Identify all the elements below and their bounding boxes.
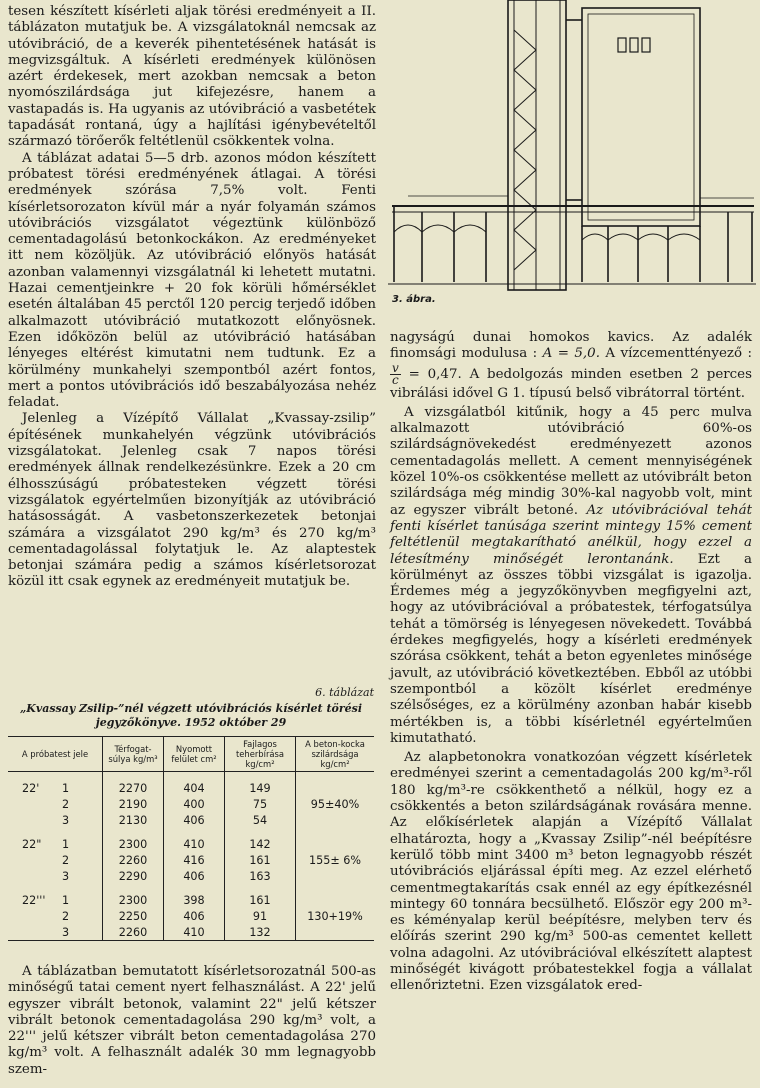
group-label: 22': [22, 781, 40, 795]
table-header-row: [8, 737, 374, 772]
spacer-cell: [164, 772, 225, 781]
specimen-id-cell: [8, 780, 103, 796]
strength-cell: [296, 924, 375, 941]
spacer-cell: [8, 772, 103, 781]
spacer-cell: [296, 828, 375, 836]
table-cell-ts: 2290: [103, 868, 164, 884]
header-cell: Nyomott felület cm²: [164, 737, 225, 772]
right-column: [390, 330, 752, 995]
specimen-number: 1: [62, 837, 70, 851]
table-row: [8, 868, 374, 884]
table-cell-ts: 2250: [103, 908, 164, 924]
text: A vízcementtényező :: [605, 346, 752, 362]
paragraph: [390, 330, 752, 402]
paragraph: [390, 405, 752, 747]
results-table: [8, 736, 374, 941]
strength-cell: [296, 892, 375, 908]
table-cell-ts: 2260: [103, 924, 164, 941]
specimen-id-cell: [8, 812, 103, 828]
specimen-id-cell: [8, 836, 103, 852]
specimen-number: 3: [62, 813, 70, 827]
strength-cell: 130+19%: [296, 908, 375, 924]
specimen-number: 3: [62, 869, 70, 883]
spacer-cell: [296, 772, 375, 781]
spacer-cell: [225, 884, 296, 892]
table-cell-ft: 149: [225, 780, 296, 796]
table-row: [8, 908, 374, 924]
table-cell-ft: 75: [225, 796, 296, 812]
specimen-number: 2: [62, 853, 70, 867]
table-cell-ft: 163: [225, 868, 296, 884]
text: Ezt a körülményt az összes többi vizsgálat is igazolja. Érdemes még a jegyzőkönyvben megfigyelni azt, hogy az utóvibrációval a próbatestek, térfogatsúlya tehát a tömörség is lényegesen növekedett. Továbbá érdekes megfigyelés, hogy a kísérleti eredmények szórása csökkent, tehát a beton egyenletes minősége javult, az utóvibráció következtében. Ebből az utóbbi szempontból a közölt kísérlet eredménye szélsőséges, ez a körülmény azonban habár kisebb mértékben is, a többi kísérletnél egyértelműen kimutatható.: [390, 551, 752, 746]
text: nagyságú dunai homokos kavics. Az adalék finomsági modulusa :: [390, 330, 752, 362]
specimen-number: 1: [62, 781, 70, 795]
fraction-numerator: v: [392, 360, 399, 375]
specimen-number: 3: [62, 925, 70, 939]
table-cell-nf: 404: [164, 780, 225, 796]
table-cell-ft: 132: [225, 924, 296, 941]
emphasized-text: Az utóvibrációval tehát fenti kísérlet tanúsága szerint mintegy 15% cement feltétlenül megtakarítható anélkül, hogy ezzel a létesítmény minőségét lerontanánk.: [390, 502, 752, 567]
table-cell-ts: 2300: [103, 892, 164, 908]
specimen-id-cell: [8, 892, 103, 908]
spacer-cell: [225, 772, 296, 781]
table-row: [8, 924, 374, 941]
text: A bedolgozás minden esetben 2 perces vibrálási idővel G 1. típusú belső vibrátorral történt.: [390, 366, 752, 401]
table-cell-ft: 142: [225, 836, 296, 852]
spacer-cell: [103, 772, 164, 781]
table-spacer-row: [8, 772, 374, 781]
strength-cell: [296, 836, 375, 852]
table-cell-ts: 2300: [103, 836, 164, 852]
header-cell: A beton-kocka szilárdsága kg/cm²: [296, 737, 375, 772]
specimen-id-cell: [8, 924, 103, 941]
strength-cell: 95±40%: [296, 796, 375, 812]
specimen-number: 2: [62, 909, 70, 923]
table-row: [8, 780, 374, 796]
table-row: [8, 836, 374, 852]
specimen-number: 2: [62, 797, 70, 811]
specimen-id-cell: [8, 852, 103, 868]
strength-cell: [296, 868, 375, 884]
table-cell-nf: 416: [164, 852, 225, 868]
table-row: [8, 812, 374, 828]
group-label: 22": [22, 837, 42, 851]
paragraph: tesen készített kísérleti aljak törési eredményeit a II. táblázaton mutatjuk be. A vizsgálatoknál nemcsak az utóvibráció, de a keverék pihentetésének hatását is megvizsgáltuk. A kísérleti eredmények különösen azért érdekesek, mert azokban nemcsak a beton nyomószilárdsága jut kifejezésre, hanem a vastapadás is. Ha ugyanis az utóvibráció a vasbetétek tapadását rontaná, úgy a hajlítási igénybevételtől származó törőerők feltétlenül csökkentek volna.: [8, 4, 376, 150]
table-row: [8, 892, 374, 908]
specimen-id-cell: [8, 908, 103, 924]
strength-cell: [296, 780, 375, 796]
table-row: [8, 852, 374, 868]
spacer-cell: [103, 884, 164, 892]
figure-caption: 3. ábra.: [392, 294, 436, 305]
spacer-cell: [164, 828, 225, 836]
spacer-cell: [103, 828, 164, 836]
spacer-cell: [164, 884, 225, 892]
paragraph: Az alapbetonokra vonatkozóan végzett kísérletek eredményei szerint a cementadagolás 200 kg/m³-ről 180 kg/m³-re csökkenthető a nélkül, hogy ez a csökkentés a beton szilárdságának rovására menne. Az előkísérletek alapján a Vízépítő Vállalat elhatározta, hogy a „Kvassay Zsilip”-nél beépítésre kerülő több mint 3400 m³ beton legnagyobb részét utóvibrációs eljárással építi meg. Az ezzel elérhető cementmegtakarítás csak ennél az egy építkezésnél mintegy 60 tonnára becsülhető. Először egy 200 m³-es kéményalap kerül beépítésre, melyben terv és előírás szerint 290 kg/m³ 500-as cementet kellett volna adagolni. Az utóvibrációval elkészített alaptest minőségét kivágott próbatestekkel fogja a vállalat ellenőriztetni. Ezen vizsgálatok ered-: [390, 750, 752, 994]
left-column-top: [8, 4, 376, 591]
table-body: [8, 772, 374, 941]
table-row: [8, 796, 374, 812]
table-cell-nf: 400: [164, 796, 225, 812]
header-cell: Fajlagos teherbírása kg/cm²: [225, 737, 296, 772]
fraction: [390, 360, 401, 387]
table-cell-nf: 398: [164, 892, 225, 908]
table-cell-ts: 2260: [103, 852, 164, 868]
fraction-denominator: c: [392, 372, 399, 387]
spacer-cell: [8, 828, 103, 836]
formula: = 0,47.: [408, 366, 462, 382]
header-cell: A próbatest jele: [8, 737, 103, 772]
table-spacer-row: [8, 828, 374, 836]
paragraph: A táblázatban bemutatott kísérletsorozatnál 500-as minőségű tatai cement nyert felhasználást. A 22' jelű egyszer vibrált betonok, valamint 22" jelű kétszer vibrált betonok cementadagolása 290 kg/m³ volt, a 22''' jelű kétszer vibrált beton cementadagolása 270 kg/m³ volt. A felhasznált adalék 30 mm legnagyobb szem-: [8, 964, 376, 1077]
table-cell-nf: 406: [164, 908, 225, 924]
table-cell-ft: 91: [225, 908, 296, 924]
text: A vizsgálatból kitűnik, hogy a 45 perc mulva alkalmazott utóvibráció 60%-os szilárdságnövekedést eredményezett azonos cementadagolás mellett. A cement mennyiségének közel 10%-os csökkentése mellett az utóvibrált beton szilárdsága még mindig 30%-kal nagyobb volt, mint az egyszer vibrált betoné.: [390, 404, 752, 518]
table-title: „Kvassay Zsilip-”nél végzett utóvibrációs kísérlet törési jegyzőkönyve. 1952 október 29: [19, 702, 363, 729]
table-cell-ft: 161: [225, 892, 296, 908]
paragraph: Jelenleg a Vízépítő Vállalat „Kvassay-zsilip” építésének munkahelyén végzünk utóvibrációs vizsgálatokat. Jelenleg csak 7 napos törési eredmények állnak rendelkezésünkre. Ezek a 20 cm élhosszúságú próbatesteken végzett törési vizsgálatok egyértelműen bizonyítják az utóvibráció hatásosságát. A vasbetonszerkezetek betonjai számára a vizsgálatot 290 kg/m³ és 270 kg/m³ cementadagolással folytatjuk le. Az alaptestek betonjai számára pedig a számos kísérletsorozat közül itt csak egynek az eredményeit mutatjuk be.: [8, 411, 376, 590]
table-cell-nf: 410: [164, 836, 225, 852]
header-cell: Térfogat-súlya kg/m³: [103, 737, 164, 772]
table-cell-ts: 2190: [103, 796, 164, 812]
spacer-cell: [8, 884, 103, 892]
paragraph: A táblázat adatai 5—5 drb. azonos módon készített próbatest törési eredményének átlagai. A törési eredmények szórása 7,5% volt. Fenti kísérletsorozaton kívül már a nyár folyamán számos utóvibrációs vizsgálatot végeztünk különböző cementadagolású betonkockákon. Az eredményeket itt nem közöljük. Az utóvibráció előnyös hatását azonban valamennyi vizsgálatnál ki lehetett mutatni. Hazai cementjeinkre + 20 fok körüli hőmérséklet esetén általában 45 perctől 120 percig terjedő időben alkalmazott utóvibráció mutatkozott előnyösnek. Ezen időközön belül az utóvibráció hatásában lényeges eltérést kimutatni nem tudtunk. Ez a körülmény munkahelyi szempontból azért fontos, mert a pontos utóvibrációs idő beszabályozása nehéz feladat.: [8, 150, 376, 411]
table-cell-nf: 410: [164, 924, 225, 941]
specimen-number: 1: [62, 893, 70, 907]
spacer-cell: [225, 828, 296, 836]
table-cell-nf: 406: [164, 812, 225, 828]
figure-3-diagram: [388, 0, 756, 305]
group-label: 22''': [22, 893, 46, 907]
formula: A = 5,0.: [542, 346, 600, 362]
table-spacer-row: [8, 884, 374, 892]
spacer-cell: [296, 884, 375, 892]
table-cell-nf: 406: [164, 868, 225, 884]
strength-cell: [296, 812, 375, 828]
table-cell-ts: 2130: [103, 812, 164, 828]
table-label: 6. táblázat: [315, 686, 374, 699]
specimen-id-cell: [8, 868, 103, 884]
table-cell-ft: 161: [225, 852, 296, 868]
left-column-bottom: [8, 964, 376, 1078]
table-cell-ft: 54: [225, 812, 296, 828]
specimen-id-cell: [8, 796, 103, 812]
strength-cell: 155± 6%: [296, 852, 375, 868]
table-cell-ts: 2270: [103, 780, 164, 796]
